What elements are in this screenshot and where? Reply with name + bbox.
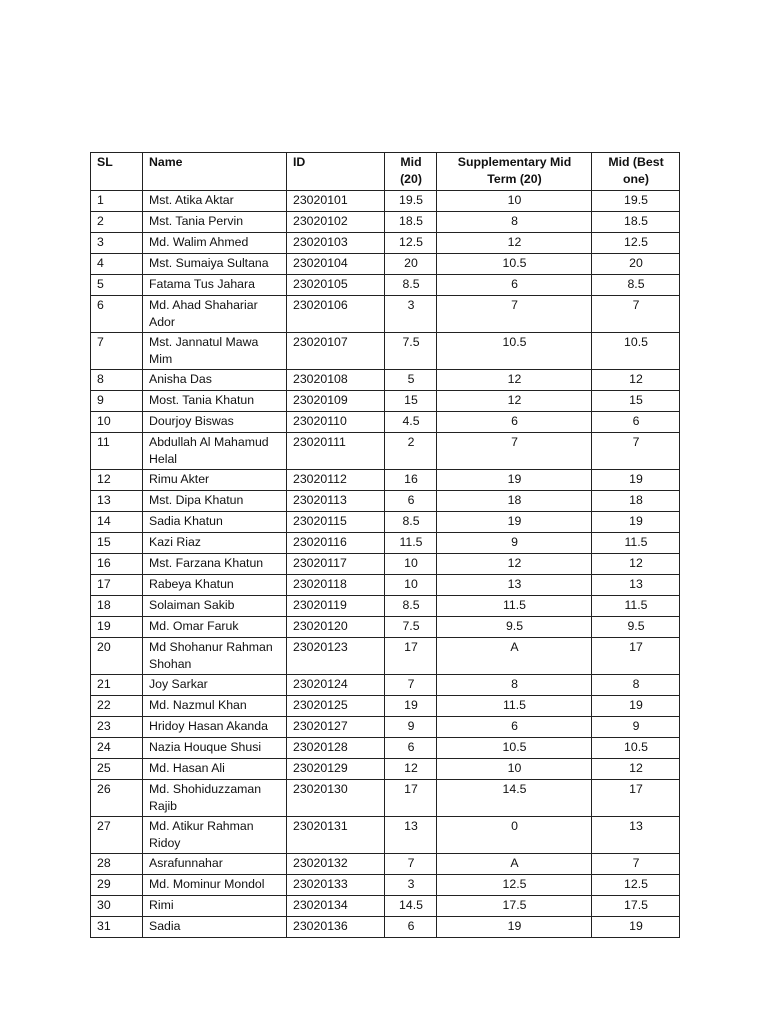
cell-supplementary: 7 (437, 296, 592, 333)
cell-mid: 6 (385, 917, 437, 938)
cell-supplementary: 6 (437, 412, 592, 433)
cell-name: Rimi (143, 896, 287, 917)
table-body (91, 191, 680, 938)
cell-sl: 12 (91, 470, 143, 491)
cell-supplementary: 12.5 (437, 875, 592, 896)
cell-sl: 20 (91, 638, 143, 675)
cell-best: 9 (592, 717, 680, 738)
cell-best: 8.5 (592, 275, 680, 296)
cell-id: 23020108 (287, 370, 385, 391)
cell-name: Joy Sarkar (143, 675, 287, 696)
cell-name: Fatama Tus Jahara (143, 275, 287, 296)
table-row (91, 717, 680, 738)
cell-id: 23020124 (287, 675, 385, 696)
cell-supplementary: 10 (437, 191, 592, 212)
cell-mid: 5 (385, 370, 437, 391)
cell-sl: 19 (91, 617, 143, 638)
cell-mid: 17 (385, 638, 437, 675)
cell-sl: 28 (91, 854, 143, 875)
cell-id: 23020136 (287, 917, 385, 938)
cell-supplementary: 9 (437, 533, 592, 554)
header-mid: Mid (20) (385, 153, 437, 191)
cell-name: Mst. Tania Pervin (143, 212, 287, 233)
cell-name: Kazi Riaz (143, 533, 287, 554)
cell-mid: 10 (385, 554, 437, 575)
cell-mid: 3 (385, 875, 437, 896)
cell-best: 18.5 (592, 212, 680, 233)
cell-sl: 30 (91, 896, 143, 917)
table-row (91, 596, 680, 617)
table-row (91, 638, 680, 675)
cell-name: Mst. Sumaiya Sultana (143, 254, 287, 275)
cell-name: Solaiman Sakib (143, 596, 287, 617)
cell-id: 23020106 (287, 296, 385, 333)
cell-id: 23020110 (287, 412, 385, 433)
table-row (91, 875, 680, 896)
cell-supplementary: 9.5 (437, 617, 592, 638)
cell-supplementary: 7 (437, 433, 592, 470)
cell-name: Rabeya Khatun (143, 575, 287, 596)
cell-best: 8 (592, 675, 680, 696)
table-row (91, 896, 680, 917)
table-header (91, 153, 680, 191)
cell-sl: 8 (91, 370, 143, 391)
table-row (91, 491, 680, 512)
cell-best: 9.5 (592, 617, 680, 638)
cell-mid: 2 (385, 433, 437, 470)
cell-sl: 2 (91, 212, 143, 233)
table-row (91, 759, 680, 780)
cell-mid: 9 (385, 717, 437, 738)
cell-name: Mst. Jannatul Mawa Mim (143, 333, 287, 370)
cell-supplementary: 10.5 (437, 333, 592, 370)
cell-sl: 16 (91, 554, 143, 575)
cell-id: 23020131 (287, 817, 385, 854)
cell-id: 23020112 (287, 470, 385, 491)
cell-mid: 3 (385, 296, 437, 333)
cell-best: 12.5 (592, 233, 680, 254)
cell-sl: 11 (91, 433, 143, 470)
table-row (91, 738, 680, 759)
header-best: Mid (Best one) (592, 153, 680, 191)
cell-id: 23020113 (287, 491, 385, 512)
cell-sl: 10 (91, 412, 143, 433)
cell-best: 6 (592, 412, 680, 433)
cell-mid: 11.5 (385, 533, 437, 554)
cell-mid: 4.5 (385, 412, 437, 433)
cell-name: Nazia Houque Shusi (143, 738, 287, 759)
cell-mid: 13 (385, 817, 437, 854)
cell-sl: 27 (91, 817, 143, 854)
table-row (91, 412, 680, 433)
header-sl: SL (91, 153, 143, 191)
table-row (91, 296, 680, 333)
cell-id: 23020104 (287, 254, 385, 275)
cell-best: 11.5 (592, 596, 680, 617)
cell-best: 19.5 (592, 191, 680, 212)
cell-supplementary: 6 (437, 717, 592, 738)
cell-id: 23020102 (287, 212, 385, 233)
cell-mid: 12.5 (385, 233, 437, 254)
cell-best: 11.5 (592, 533, 680, 554)
cell-mid: 12 (385, 759, 437, 780)
cell-supplementary: 12 (437, 370, 592, 391)
table-row (91, 617, 680, 638)
cell-best: 13 (592, 817, 680, 854)
table-row (91, 917, 680, 938)
cell-supplementary: 14.5 (437, 780, 592, 817)
cell-best: 12 (592, 554, 680, 575)
cell-best: 17 (592, 638, 680, 675)
cell-supplementary: A (437, 638, 592, 675)
cell-id: 23020109 (287, 391, 385, 412)
cell-sl: 22 (91, 696, 143, 717)
cell-best: 15 (592, 391, 680, 412)
cell-supplementary: 19 (437, 917, 592, 938)
cell-sl: 17 (91, 575, 143, 596)
cell-best: 19 (592, 917, 680, 938)
cell-sl: 31 (91, 917, 143, 938)
cell-id: 23020123 (287, 638, 385, 675)
cell-id: 23020117 (287, 554, 385, 575)
cell-supplementary: 8 (437, 675, 592, 696)
cell-name: Md. Ahad Shahariar Ador (143, 296, 287, 333)
cell-name: Dourjoy Biswas (143, 412, 287, 433)
cell-sl: 9 (91, 391, 143, 412)
cell-supplementary: A (437, 854, 592, 875)
table-row (91, 433, 680, 470)
cell-best: 10.5 (592, 333, 680, 370)
cell-mid: 8.5 (385, 596, 437, 617)
table-row (91, 512, 680, 533)
cell-supplementary: 13 (437, 575, 592, 596)
cell-mid: 19 (385, 696, 437, 717)
cell-name: Hridoy Hasan Akanda (143, 717, 287, 738)
cell-supplementary: 12 (437, 554, 592, 575)
cell-best: 7 (592, 296, 680, 333)
table-row (91, 233, 680, 254)
cell-mid: 8.5 (385, 512, 437, 533)
cell-mid: 7.5 (385, 333, 437, 370)
cell-name: Rimu Akter (143, 470, 287, 491)
cell-name: Md. Walim Ahmed (143, 233, 287, 254)
cell-sl: 18 (91, 596, 143, 617)
table-row (91, 696, 680, 717)
cell-supplementary: 10.5 (437, 254, 592, 275)
cell-name: Md. Omar Faruk (143, 617, 287, 638)
cell-sl: 3 (91, 233, 143, 254)
cell-id: 23020101 (287, 191, 385, 212)
cell-id: 23020118 (287, 575, 385, 596)
cell-name: Asrafunnahar (143, 854, 287, 875)
cell-mid: 6 (385, 738, 437, 759)
table-row (91, 675, 680, 696)
cell-supplementary: 11.5 (437, 596, 592, 617)
cell-name: Mst. Dipa Khatun (143, 491, 287, 512)
cell-supplementary: 19 (437, 470, 592, 491)
cell-best: 7 (592, 433, 680, 470)
cell-best: 7 (592, 854, 680, 875)
cell-id: 23020107 (287, 333, 385, 370)
cell-id: 23020129 (287, 759, 385, 780)
cell-sl: 15 (91, 533, 143, 554)
header-name: Name (143, 153, 287, 191)
cell-id: 23020132 (287, 854, 385, 875)
cell-sl: 4 (91, 254, 143, 275)
cell-mid: 8.5 (385, 275, 437, 296)
cell-supplementary: 0 (437, 817, 592, 854)
cell-mid: 14.5 (385, 896, 437, 917)
cell-supplementary: 12 (437, 391, 592, 412)
table-row (91, 391, 680, 412)
cell-id: 23020105 (287, 275, 385, 296)
cell-id: 23020128 (287, 738, 385, 759)
cell-id: 23020119 (287, 596, 385, 617)
cell-id: 23020103 (287, 233, 385, 254)
cell-sl: 26 (91, 780, 143, 817)
cell-mid: 10 (385, 575, 437, 596)
cell-best: 10.5 (592, 738, 680, 759)
cell-name: Md. Hasan Ali (143, 759, 287, 780)
cell-mid: 15 (385, 391, 437, 412)
table-row (91, 370, 680, 391)
cell-id: 23020120 (287, 617, 385, 638)
cell-sl: 23 (91, 717, 143, 738)
cell-sl: 14 (91, 512, 143, 533)
marks-table (90, 152, 680, 938)
cell-mid: 7.5 (385, 617, 437, 638)
cell-best: 12 (592, 370, 680, 391)
cell-mid: 16 (385, 470, 437, 491)
cell-mid: 7 (385, 854, 437, 875)
table-row (91, 533, 680, 554)
cell-best: 13 (592, 575, 680, 596)
cell-id: 23020116 (287, 533, 385, 554)
cell-mid: 19.5 (385, 191, 437, 212)
cell-best: 18 (592, 491, 680, 512)
header-row (91, 153, 680, 191)
cell-best: 19 (592, 470, 680, 491)
cell-name: Md. Nazmul Khan (143, 696, 287, 717)
table-row (91, 854, 680, 875)
cell-supplementary: 17.5 (437, 896, 592, 917)
cell-supplementary: 10 (437, 759, 592, 780)
cell-best: 19 (592, 512, 680, 533)
table-row (91, 575, 680, 596)
cell-name: Most. Tania Khatun (143, 391, 287, 412)
cell-sl: 21 (91, 675, 143, 696)
table-row (91, 333, 680, 370)
cell-name: Abdullah Al Mahamud Helal (143, 433, 287, 470)
cell-supplementary: 10.5 (437, 738, 592, 759)
cell-best: 17 (592, 780, 680, 817)
cell-sl: 6 (91, 296, 143, 333)
cell-best: 17.5 (592, 896, 680, 917)
table-row (91, 470, 680, 491)
cell-id: 23020130 (287, 780, 385, 817)
cell-id: 23020111 (287, 433, 385, 470)
cell-sl: 13 (91, 491, 143, 512)
cell-supplementary: 6 (437, 275, 592, 296)
header-supplementary: Supplementary Mid Term (20) (437, 153, 592, 191)
cell-best: 20 (592, 254, 680, 275)
cell-name: Anisha Das (143, 370, 287, 391)
cell-supplementary: 12 (437, 233, 592, 254)
cell-name: Md. Atikur Rahman Ridoy (143, 817, 287, 854)
cell-name: Md. Mominur Mondol (143, 875, 287, 896)
cell-id: 23020115 (287, 512, 385, 533)
cell-sl: 1 (91, 191, 143, 212)
cell-sl: 29 (91, 875, 143, 896)
cell-id: 23020134 (287, 896, 385, 917)
cell-mid: 17 (385, 780, 437, 817)
cell-name: Mst. Farzana Khatun (143, 554, 287, 575)
table-row (91, 275, 680, 296)
cell-name: Sadia Khatun (143, 512, 287, 533)
cell-mid: 6 (385, 491, 437, 512)
table-row (91, 554, 680, 575)
cell-sl: 7 (91, 333, 143, 370)
cell-best: 19 (592, 696, 680, 717)
cell-supplementary: 19 (437, 512, 592, 533)
cell-name: Mst. Atika Aktar (143, 191, 287, 212)
table-row (91, 780, 680, 817)
cell-id: 23020133 (287, 875, 385, 896)
table-row (91, 191, 680, 212)
cell-name: Md Shohanur Rahman Shohan (143, 638, 287, 675)
cell-best: 12.5 (592, 875, 680, 896)
cell-sl: 25 (91, 759, 143, 780)
cell-sl: 24 (91, 738, 143, 759)
cell-name: Sadia (143, 917, 287, 938)
cell-mid: 18.5 (385, 212, 437, 233)
cell-best: 12 (592, 759, 680, 780)
cell-supplementary: 18 (437, 491, 592, 512)
table-row (91, 254, 680, 275)
header-id: ID (287, 153, 385, 191)
table-row (91, 817, 680, 854)
cell-name: Md. Shohiduzzaman Rajib (143, 780, 287, 817)
cell-supplementary: 8 (437, 212, 592, 233)
cell-mid: 7 (385, 675, 437, 696)
cell-sl: 5 (91, 275, 143, 296)
cell-mid: 20 (385, 254, 437, 275)
cell-id: 23020125 (287, 696, 385, 717)
table-row (91, 212, 680, 233)
cell-id: 23020127 (287, 717, 385, 738)
cell-supplementary: 11.5 (437, 696, 592, 717)
